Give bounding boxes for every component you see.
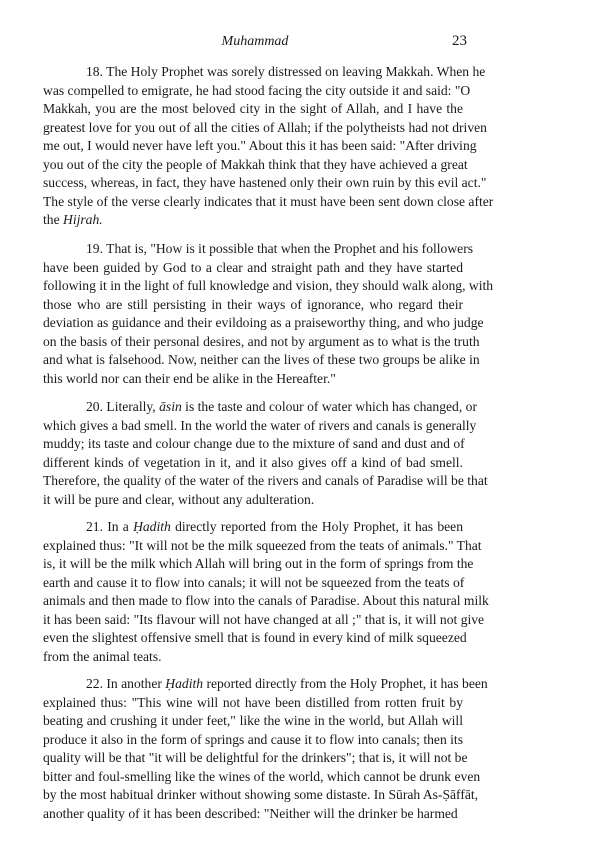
paragraph-note-18 [43, 63, 494, 230]
paragraph-note-22 [43, 675, 488, 823]
text-line: which gives a bad smell. In the world the water of rivers and canals is generally [43, 417, 477, 433]
text-line: is, it will be the milk which Allah will bring out in the form of springs from the [43, 556, 474, 571]
text-line: The style of the verse clearly indicates that it must have been sent down close after [43, 193, 494, 209]
text-line: on the basis of their personal desires, and not by argument as to what is the truth [43, 333, 480, 349]
text-line: another quality of it has been described: "Neither will the drinker be harmed [43, 805, 458, 821]
text-line: this world nor can their end be alike in the Hereafter." [43, 370, 336, 386]
text-line: greatest love for you out of all the cities of Allah; if the polytheists had not driven [43, 119, 487, 135]
text-segment: 20. Literally, [86, 399, 160, 414]
text-line: have been guided by God to a clear and straight path and they have started [43, 259, 463, 275]
text-line: produce it also in the form of springs and cause it to flow into canals; then its [43, 731, 463, 747]
text-line: those who are still persisting in their ways of ignorance, who regard their [43, 296, 463, 312]
paragraph-note-20 [43, 398, 488, 509]
text-line [43, 518, 463, 537]
italic-term: Ḥadith [165, 676, 204, 691]
text-line: from the animal teats. [43, 648, 162, 664]
italic-term: āsin [159, 399, 182, 414]
text-line: following it in the light of full knowledge and vision, they should walk along, with [43, 278, 494, 293]
text-segment: is the taste and colour of water which has changed, or [181, 399, 477, 414]
text-segment: reported directly from the Holy Prophet, it has been [203, 676, 488, 691]
text-line: deviation as guidance and their evildoing as a praiseworthy thing, and who judge [43, 315, 484, 330]
text-line: it has been said: "Its flavour will not have changed at all ;" that is, it will not give [43, 611, 485, 627]
paragraph-note-21 [43, 518, 489, 666]
text-line: 18. The Holy Prophet was sorely distressed on leaving Makkah. When he [86, 64, 486, 79]
text-line: even the slightest offensive smell that is found in every kind of milk squeezed [43, 630, 467, 645]
text-line: earth and cause it to flow into canals; it will not be squeezed from the teats of [43, 574, 465, 590]
italic-term: Ḥadith [133, 519, 171, 534]
text-line: by the most habitual drinker without showing some distaste. In Sūrah As-Ṣāffāt, [43, 787, 479, 802]
text-line: and what is falsehood. Now, neither can the lives of these two groups be alike in [43, 352, 480, 367]
text-line: Therefore, the quality of the water of the rivers and canals of Paradise will be that [43, 473, 488, 488]
text-line: muddy; its taste and colour change due to the mixture of sand and dust and of [43, 436, 465, 451]
italic-term: Hijrah. [63, 212, 103, 227]
text-line [43, 398, 477, 417]
text-line: quality will be that "it will be delightful for the drinkers"; that is, it will not be [43, 750, 468, 765]
running-header-title: Muhammad [221, 34, 289, 49]
text-line: bitter and foul-smelling like the wines of the world, which cannot be drunk even [43, 768, 481, 784]
text-segment: 21. In a [86, 519, 134, 534]
text-line: me out, I would never have left you." About this it has been said: "After driving [43, 138, 477, 153]
text-line: explained thus: "It will not be the milk squeezed from the teats of animals." That [43, 537, 482, 553]
text-line: you out of the city the people of Makkah think that they have achieved a great [43, 156, 468, 172]
text-line: 19. That is, "How is it possible that when the Prophet and his followers [86, 241, 474, 256]
text-line [43, 211, 463, 230]
text-line: it will be pure and clear, without any adulteration. [43, 491, 315, 507]
text-line: animals and then made to flow into the canals of Paradise. About this natural milk [43, 593, 489, 608]
text-line: beating and crushing it under feet," like the wine in the world, but Allah will [43, 713, 463, 728]
text-segment: the [43, 212, 64, 227]
text-line: success, whereas, in fact, they have hastened only their own ruin by this evil act." [43, 175, 487, 190]
text-line: different kinds of vegetation in it, and it also gives off a kind of bad smell. [43, 454, 463, 470]
page-number: 23 [452, 33, 467, 49]
text-line [43, 675, 488, 694]
paragraph-note-19 [43, 240, 494, 388]
text-line: explained thus: "This wine will not have been distilled from rotten fruit by [43, 694, 463, 710]
text-line: was compelled to emigrate, he had stood facing the city outside it and said: "O [43, 82, 471, 98]
text-line: Makkah, you are the most beloved city in the sight of Allah, and I have the [43, 101, 463, 116]
text-segment: directly reported from the Holy Prophet, it has been [170, 519, 463, 534]
text-segment: 22. In another [86, 676, 166, 691]
